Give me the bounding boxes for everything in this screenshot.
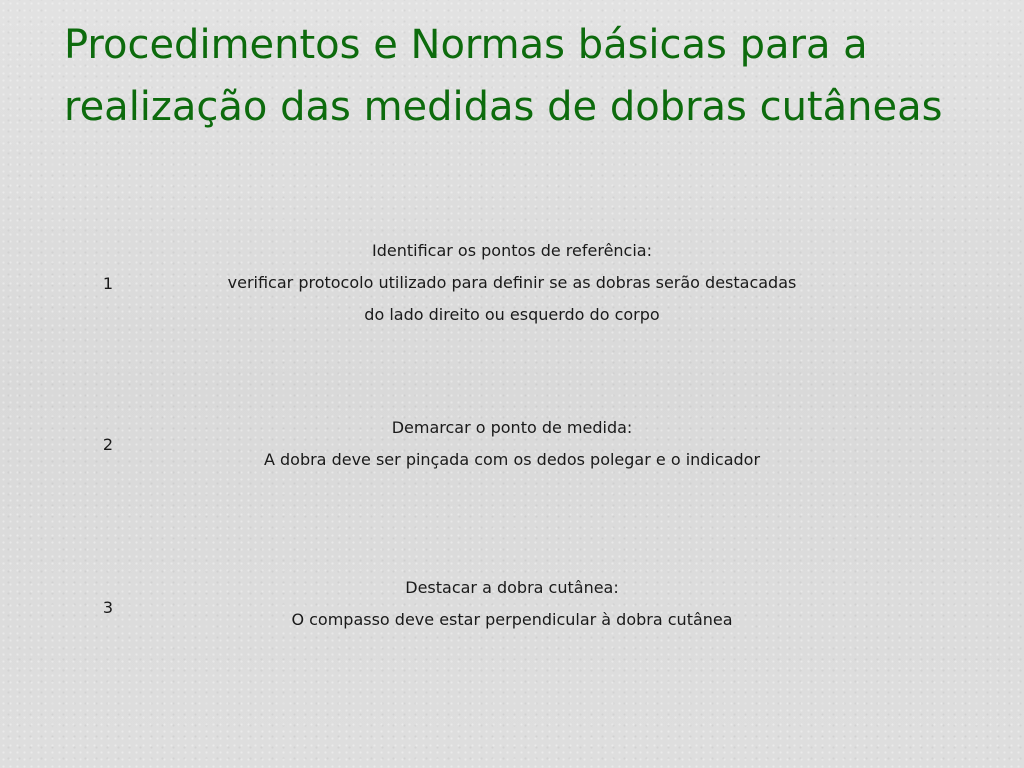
step-text bbox=[150, 572, 874, 636]
step-heading: Demarcar o ponto de medida: bbox=[391, 418, 633, 437]
step-heading: Identificar os pontos de referência: bbox=[372, 241, 652, 260]
step-detail: verificar protocolo utilizado para definir se as dobras serão destacadas bbox=[227, 273, 797, 292]
step-number: 2 bbox=[102, 435, 114, 454]
step-text bbox=[150, 235, 874, 331]
step-detail: O compasso deve estar perpendicular à dobra cutânea bbox=[291, 610, 733, 629]
step-number: 1 bbox=[102, 274, 114, 293]
step-text bbox=[150, 412, 874, 476]
step-detail: A dobra deve ser pinçada com os dedos polegar e o indicador bbox=[263, 450, 761, 469]
step-number: 3 bbox=[102, 598, 114, 617]
step-detail: do lado direito ou esquerdo do corpo bbox=[364, 305, 660, 324]
slide-title: Procedimentos e Normas básicas para a realização das medidas de dobras cutâneas bbox=[64, 22, 943, 130]
step-heading: Destacar a dobra cutânea: bbox=[405, 578, 619, 597]
